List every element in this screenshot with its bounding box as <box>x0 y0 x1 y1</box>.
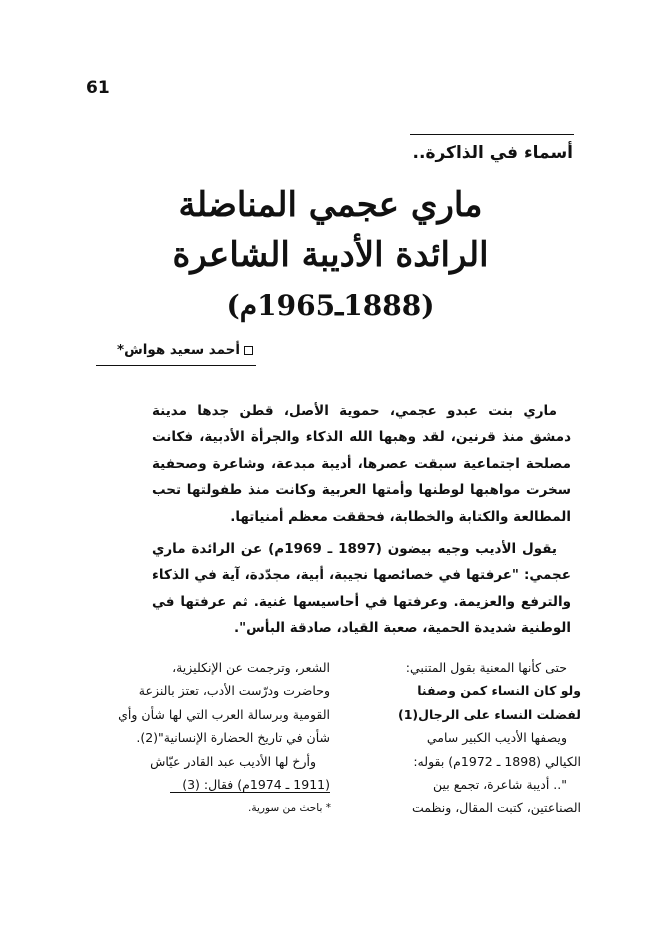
author-name: أحمد سعيد هواش* <box>117 342 240 358</box>
right-column <box>340 656 581 820</box>
right-column-line: الكيالي (1898 ـ 1972م) بقوله: <box>413 753 581 769</box>
poem-verse-2: لفضلت النساء على الرجال(1) <box>397 706 581 722</box>
page-number: 61 <box>86 78 110 98</box>
intro-paragraph-2: يقول الأديب وجيه بيضون (1897 ـ 1969م) عن الرائدة ماري عجمي: "عرفتها في خصائصها نجيبة، أبية، مجدّدة، آية في الذكاء والترفع والعزيمة. وعرفتها في أحاسيسها غنية. ثم عرفتها في الوطنية شديدة الحمية، صعبة القياد، صادقة البأس". <box>152 541 571 637</box>
left-column-line: الشعر، وترجمت عن الإنكليزية، <box>172 660 330 675</box>
left-column <box>112 656 330 796</box>
title-line-1: ماري عجمي المناضلة <box>178 185 483 225</box>
left-column-line: القومية وبرسالة العرب التي لها شأن وأي <box>118 706 330 722</box>
right-column-line: ويصفها الأديب الكبير سامي <box>426 730 567 746</box>
right-column-line: الصناعتين، كتبت المقال، ونظمت <box>412 800 581 816</box>
author-rule <box>96 365 256 366</box>
left-column-line: (1911 ـ 1974م) فقال: (3) <box>182 777 330 793</box>
footnote-rule <box>170 792 330 793</box>
square-bullet-icon <box>244 346 253 355</box>
title-line-2: الرائدة الأديبة الشاعرة <box>172 235 489 275</box>
left-column-line: وحاضرت ودرّست الأدب، تعتز بالنزعة <box>138 683 330 699</box>
footnote: * باحث من سورية. <box>248 802 331 814</box>
poem-verse-1: ولو كان النساء كمن وصفنا <box>417 683 581 699</box>
right-column-line: حتى كأنها المعنية بقول المتنبي: <box>405 660 567 675</box>
intro-text <box>152 398 571 648</box>
right-column-line: ".. أديبة شاعرة، تجمع بين <box>433 777 567 793</box>
left-column-line: شأن في تاريخ الحضارة الإنسانية"(2). <box>136 730 330 746</box>
article-title-block <box>80 180 581 328</box>
series-rule <box>410 134 574 135</box>
author-byline <box>117 342 253 358</box>
left-column-line: وأرخ لها الأديب عبد القادر عيّاش <box>150 753 316 769</box>
intro-paragraph-1: ماري بنت عبدو عجمي، حموية الأصل، قطن جدها مدينة دمشق منذ قرنين، لقد وهبها الله الذكاء والجرأة الأدبية، فكانت مصلحة اجتماعية سبقت عصرها، أديبة مبدعة، وشاعرة وصحفية سخرت مواهبها لوطنها وأمتها العربية وكانت منذ طفولتها تحب المطالعة والكتابة والخطابة، فحققت معظم أمنياتها. <box>152 403 571 525</box>
title-dates: (1888ـ1965م) <box>226 289 435 322</box>
series-label: أسماء في الذاكرة.. <box>412 143 573 163</box>
